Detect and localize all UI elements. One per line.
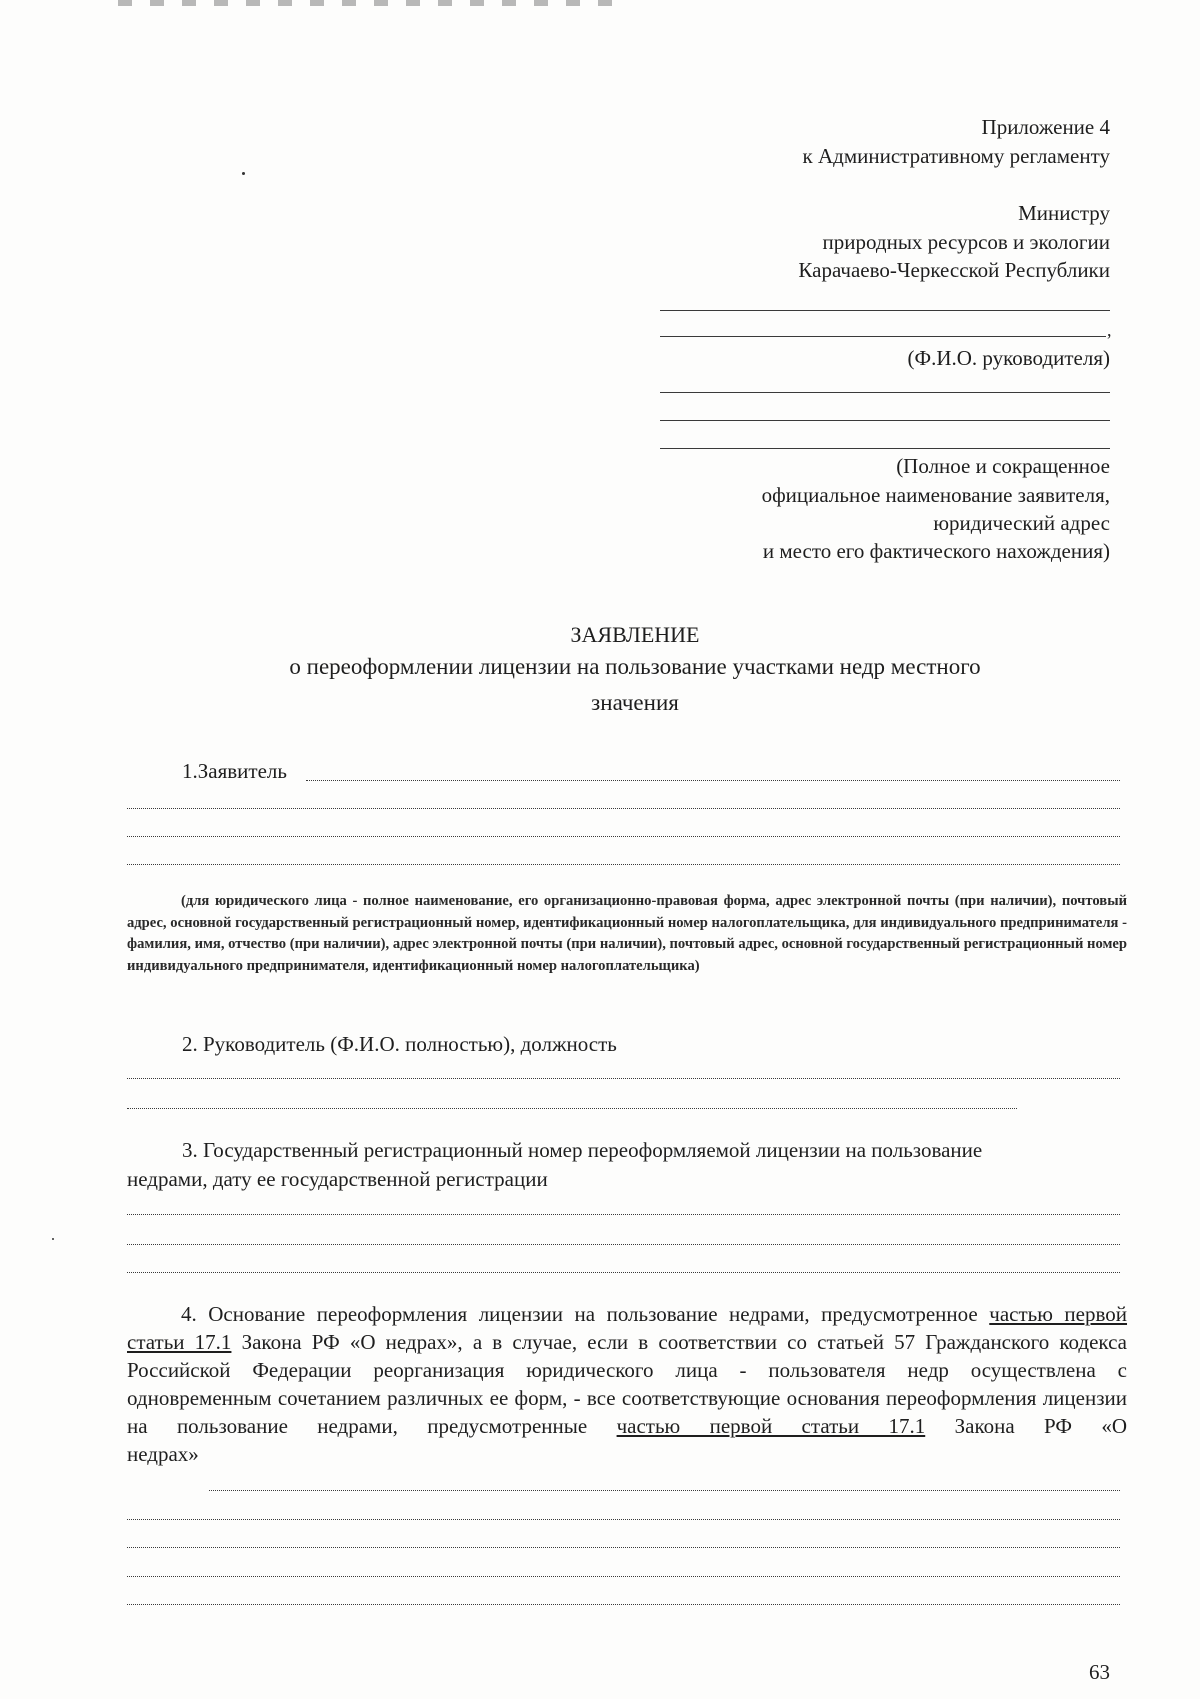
section-4-last-line: недрах» <box>127 1442 199 1466</box>
scan-artifact-dashes <box>118 0 618 6</box>
document-subtitle-line-1: о переоформлении лицензии на пользование участками недр местного <box>289 654 981 679</box>
section-4-blank-line-1[interactable] <box>209 1490 1120 1491</box>
section-1-blank-line-4[interactable] <box>127 864 1120 865</box>
section-4-paragraph: 4. Основание переоформления лицензии на пользование недрами, предусмотренное частью первой статьи 17.1 Закона РФ «О недрах», а в случае, если в соответствии со статьей 57 Гражданского кодекса Российской Федерации реорганизация юридического лица - пользователя недр осуществлена с одновременным сочетанием различных ее форм, - все соответствующие основания переоформления лицензии на пользование недрами, предусмотренные частью первой статьи 17.1 Закона РФ «О недрах» <box>127 1302 1128 1466</box>
section-4-blank-line-5[interactable] <box>127 1604 1120 1605</box>
applicant-caption-line-1: (Полное и сокращенное <box>896 454 1110 478</box>
scan-speck <box>242 172 245 175</box>
fio-blank-line-2[interactable] <box>660 336 1106 337</box>
fio-comma: , <box>1107 320 1112 340</box>
section-3-blank-line-3[interactable] <box>127 1272 1120 1273</box>
section-4-blank-line-4[interactable] <box>127 1576 1120 1577</box>
scan-speck <box>52 1238 54 1240</box>
applicant-blank-line-2[interactable] <box>660 420 1110 421</box>
section-1-blank-line-3[interactable] <box>127 836 1120 837</box>
law-article-link-2[interactable]: частью первой статьи 17.1 <box>616 1414 926 1438</box>
appendix-label: Приложение 4 <box>981 115 1110 139</box>
addressee-line-2: природных ресурсов и экологии <box>822 230 1110 254</box>
fio-blank-line-1[interactable] <box>660 310 1110 311</box>
section-2-label: 2. Руководитель (Ф.И.О. полностью), должность <box>182 1032 617 1056</box>
section-2-blank-line-2[interactable] <box>127 1108 1017 1109</box>
section-1-note: (для юридического лица - полное наименование, его организационно-правовая форма, адрес электронной почты (при наличии), почтовый адрес, основной государственный регистрационный номер, идентификационный номер налогоплательщика, для индивидуального предпринимателя - фамилия, имя, отчество (при наличии), адрес электронной почты (при наличии), почтовый адрес, основной государственный регистрационный номер индивидуального предпринимателя, идентификационный номер налогоплательщика) <box>127 893 1127 974</box>
section-4-blank-line-2[interactable] <box>127 1519 1120 1520</box>
document-subtitle-line-2: значения <box>591 690 679 715</box>
applicant-blank-line-1[interactable] <box>660 392 1110 393</box>
section-3-blank-line-1[interactable] <box>127 1214 1120 1215</box>
law-article-link-1[interactable]: частью первой статьи 17.1 <box>127 1302 1128 1354</box>
applicant-caption-line-3: юридический адрес <box>933 511 1110 535</box>
fio-caption: (Ф.И.О. руководителя) <box>907 346 1110 370</box>
regulation-label: к Административному регламенту <box>802 144 1110 168</box>
section-3-blank-line-2[interactable] <box>127 1244 1120 1245</box>
addressee-line-3: Карачаево-Черкесской Республики <box>798 258 1110 282</box>
addressee-line-1: Министру <box>1018 201 1110 225</box>
applicant-caption-line-4: и место его фактического нахождения) <box>762 539 1110 563</box>
document-title: ЗАЯВЛЕНИЕ <box>570 622 700 647</box>
applicant-caption-line-2: официальное наименование заявителя, <box>761 483 1110 507</box>
page-number: 63 <box>1089 1660 1110 1684</box>
section-2-blank-line-1[interactable] <box>127 1078 1120 1079</box>
section-1-label: 1.Заявитель <box>182 759 287 783</box>
section-3-line-2: недрами, дату ее государственной регистрации <box>127 1167 548 1191</box>
section-1-blank-line-2[interactable] <box>127 808 1120 809</box>
section-4-blank-line-3[interactable] <box>127 1547 1120 1548</box>
section-3-line-1: 3. Государственный регистрационный номер переоформляемой лицензии на пользование <box>182 1138 983 1162</box>
section-1-blank-line-1[interactable] <box>306 780 1120 781</box>
applicant-blank-line-3[interactable] <box>660 448 1110 449</box>
